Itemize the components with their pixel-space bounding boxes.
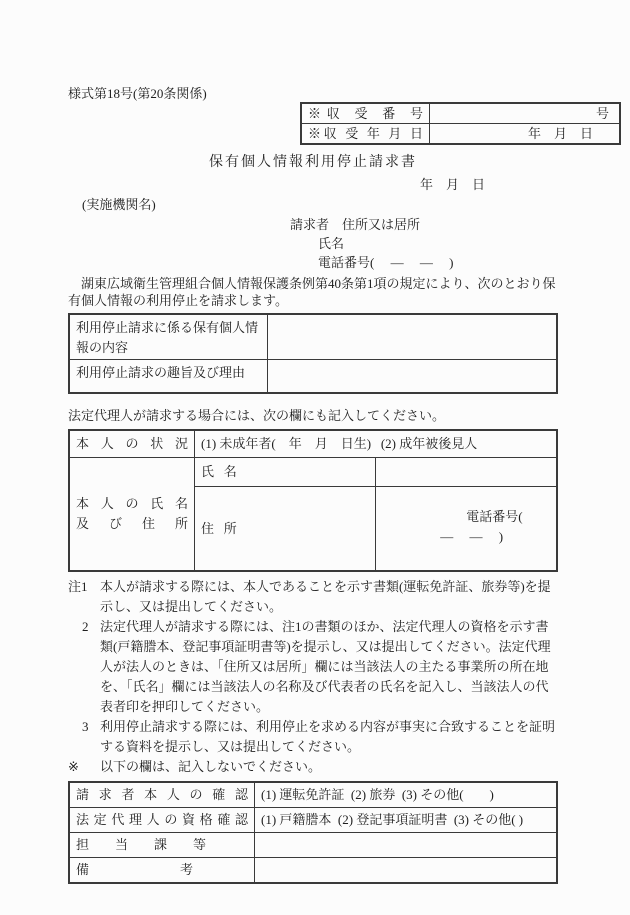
note-1-text: 本人が請求する際には、本人であることを示す書類(運転免許証、旅券等)を提示し、又は提出してください。 [100,579,551,614]
principal-name-address-label-line2: 及 び 住 所 [76,516,188,531]
address-sublabel: 住 所 [195,487,376,572]
proxy-qualification-value: (1) 戸籍謄本 (2) 登記事項証明書 (3) その他( ) [255,808,558,833]
name-value-cell [376,458,557,487]
principal-phone-value: 電話番号( — — ) [440,509,539,544]
name-sublabel: 氏 名 [195,458,376,487]
requester-id-row [69,782,557,808]
intro-paragraph: 湖東広域衛生管理組合個人情報保護条例第40条第1項の規定により、次のとおり保有個人情報の利用停止を請求します。 [68,276,556,308]
principal-name-address-label-line1: 本 人 の 氏 名 [76,496,188,511]
receipt-number-label: ※収 受 番 号 [301,103,430,124]
principal-name-address-label [69,458,195,572]
date-line: 年 月 日 [420,177,486,192]
request-reason-row [69,360,557,394]
principal-table [68,429,558,572]
principal-name-row [69,458,557,487]
request-content-value-cell [268,314,558,360]
principal-status-label: 本 人 の 状 況 [69,430,195,458]
office-table [68,781,558,884]
receipt-date-label: ※収 受 年 月 日 [301,124,430,145]
remarks-row [69,858,557,884]
remarks-value-cell [255,858,558,884]
note-2-marker: 2 [82,619,89,634]
receipt-date-row [301,124,620,145]
note-3 [68,717,558,757]
note-asterisk-text: 以下の欄は、記入しないでください。 [100,759,322,774]
request-reason-value-cell [268,360,558,394]
form-number: 様式第18号(第20条関係) [68,86,207,101]
document-title: 保有個人情報利用停止請求書 [209,155,417,170]
receipt-table [300,102,621,145]
proxy-instruction: 法定代理人が請求する場合には、次の欄にも記入してください。 [68,408,446,423]
requester-id-value: (1) 運転免許証 (2) 旅券 (3) その他( ) [255,782,558,808]
department-label: 担 当 課 等 [69,833,255,858]
requester-block [290,215,558,272]
proxy-qualification-row [69,808,557,833]
requester-name-line: 氏名 [318,236,345,251]
note-asterisk [68,757,558,777]
department-value-cell [255,833,558,858]
requester-id-label: 請 求 者 本 人 の 確 認 [69,782,255,808]
request-content-row [69,314,557,360]
notes-list [68,577,558,777]
proxy-qualification-label: 法定代理人の資格確認 [69,808,255,833]
request-content-label: 利用停止請求に係る保有個人情報の内容 [69,314,268,360]
request-table [68,313,558,394]
remarks-label: 備 考 [69,858,255,884]
note-3-marker: 3 [82,719,89,734]
receipt-date-value: 年 月 日 [430,124,621,145]
request-reason-label: 利用停止請求の趣旨及び理由 [69,360,268,394]
requester-phone-line: 電話番号( — — ) [318,255,454,270]
note-asterisk-marker: ※ [68,759,79,774]
note-1-marker: 注1 [68,579,88,594]
requester-address-line: 請求者 住所又は居所 [290,217,421,232]
department-row [69,833,557,858]
note-1 [68,577,558,617]
agency-name-label: (実施機関名) [82,197,156,212]
note-2-text: 法定代理人が請求する際には、注1の書類のほか、法定代理人の資格を示す書類(戸籍謄本、登記事項証明書等)を提示し、又は提出してください。法定代理人が法人のときは、「住所又は居所」欄には当該法人の主たる事業所の所在地を、「氏名」欄には当該法人の名称及び代表者の氏名を記入し、当該法人の代表者印を押印してください。 [100,619,551,714]
note-2 [68,617,558,717]
address-value-cell [376,487,557,572]
principal-status-row [69,430,557,458]
principal-status-value: (1) 未成年者( 年 月 日生) (2) 成年被後見人 [195,430,558,458]
receipt-number-value: 号 [430,103,621,124]
note-3-text: 利用停止請求する際には、利用停止を求める内容が事実に合致することを証明する資料を提示し、又は提出してください。 [100,719,556,754]
receipt-number-row [301,103,620,124]
